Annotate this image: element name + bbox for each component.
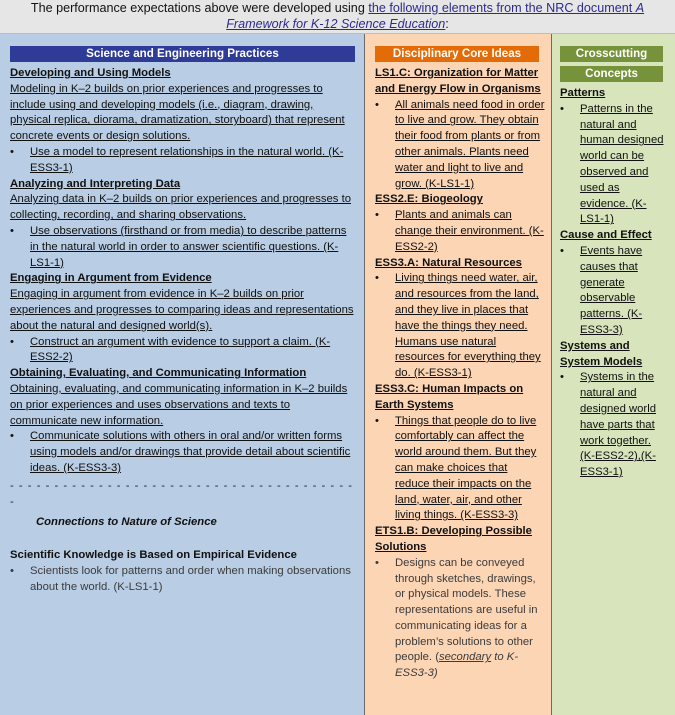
dci-heading: LS1.C: Organization for Matter and Energy Flow in Organisms xyxy=(375,67,541,95)
dci-heading: ESS2.E: Biogeology xyxy=(375,193,483,206)
ccc-bullet: • Systems in the natural and designed world have parts that work together. (K-ESS2-2),(K-ESS3-1) xyxy=(560,370,669,481)
practice-intro: Analyzing data in K–2 builds on prior experiences and progresses to collecting, recording, and sharing observations. xyxy=(10,193,351,222)
connections-heading: Connections to Nature of Science xyxy=(36,516,217,529)
practice-heading: Analyzing and Interpreting Data xyxy=(10,177,181,190)
practice-intro: Modeling in K–2 builds on prior experiences and progresses to include using and developing models (i.e., diagram, drawing, physical replica, diorama, dramatization, storyboard) that represent concrete events or design solutions. xyxy=(10,82,345,143)
nos-bullet: • Scientists look for patterns and order when making observations about the world. (K-LS1-1) xyxy=(10,564,356,596)
practice-bullet: • Communicate solutions with others in oral and/or written forms using models and/or drawings that provide detail about scientific ideas. (K-ESS3-3) xyxy=(10,429,356,476)
practice-section xyxy=(10,271,356,366)
nrc-framework-link[interactable]: the following elements from the NRC document A Framework for K-12 Science Education xyxy=(226,1,645,31)
ccc-heading: Patterns xyxy=(560,87,606,99)
secondary-label: secondary xyxy=(438,651,492,664)
dci-heading: ESS3.C: Human Impacts on Earth Systems xyxy=(375,382,524,411)
dci-bullet: • Plants and animals can change their environment. (K-ESS2-2) xyxy=(375,208,545,255)
dci-heading: ESS3.A: Natural Resources xyxy=(375,256,522,269)
dci-bullet: • All animals need food in order to live and grow. They obtain their food from plants or from other animals. Plants need water and light to live and grow. (K-LS1-1) xyxy=(375,98,545,193)
dci-header: Disciplinary Core Ideas xyxy=(375,46,539,62)
ccc-heading: Systems and System Models xyxy=(560,339,643,368)
practice-bullet: • Construct an argument with evidence to support a claim. (K-ESS2-2) xyxy=(10,335,356,367)
dci-bullet: • Things that people do to live comfortably can affect the world around them. But they can make choices that reduce their impacts on the land, water, air, and other living things. (K-ESS3-3) xyxy=(375,414,545,525)
practice-intro: Obtaining, evaluating, and communicating information in K–2 builds on prior experiences and uses observations and texts to communicate new information. xyxy=(10,382,348,427)
dci-bullet: • Living things need water, air, and resources from the land, and they live in places that have the things they need. Humans use natural resources for everything they do. (K-ESS3-1) xyxy=(375,271,545,382)
intro-banner: The performance expectations above were developed using the following elements from the NRC document A Framework for K-12 Science Education: xyxy=(0,0,675,34)
dci-column xyxy=(365,34,552,715)
practice-section xyxy=(10,366,356,477)
practices-header: Science and Engineering Practices xyxy=(10,46,355,62)
nos-heading: Scientific Knowledge is Based on Empirical Evidence xyxy=(10,549,297,562)
ccc-bullet: • Patterns in the natural and human designed world can be observed and used as evidence. (K-LS1-1) xyxy=(560,102,669,228)
ccc-header-line1: Crosscutting xyxy=(560,46,663,62)
ccc-column xyxy=(552,34,675,715)
practice-section xyxy=(10,66,356,177)
ets-bullet: • Designs can be conveyed through sketches, drawings, or physical models. These representations are useful in communicating ideas for a problem’s solutions to other people. (secondary to K-ESS3-3) xyxy=(375,556,545,682)
foundation-box xyxy=(0,34,675,715)
ets-heading: ETS1.B: Developing Possible Solutions xyxy=(375,525,532,553)
dashed-divider: - - - - - - - - - - - - - - - - - - - - - - - - - - - - - - - - - - - - - - - - xyxy=(10,479,353,508)
practice-heading: Developing and Using Models xyxy=(10,67,171,79)
practice-intro: Engaging in argument from evidence in K–2 builds on prior experiences and progresses to comparing ideas and representations about the natural and designed world(s). xyxy=(10,288,354,332)
intro-text: The performance expectations above were developed using xyxy=(30,1,369,15)
practices-column xyxy=(0,34,365,715)
practice-heading: Obtaining, Evaluating, and Communicating Information xyxy=(10,367,307,380)
ccc-bullet: • Events have causes that generate observable patterns. (K-ESS3-3) xyxy=(560,244,669,339)
ccc-heading: Cause and Effect xyxy=(560,229,652,242)
practice-bullet: • Use a model to represent relationships in the natural world. (K-ESS3-1) xyxy=(10,145,356,177)
practice-section xyxy=(10,177,356,272)
practice-bullet: • Use observations (firsthand or from media) to describe patterns in the natural world in order to answer scientific questions. (K-LS1-1) xyxy=(10,224,356,271)
practice-heading: Engaging in Argument from Evidence xyxy=(10,272,212,285)
ccc-header-line2: Concepts xyxy=(560,66,663,82)
